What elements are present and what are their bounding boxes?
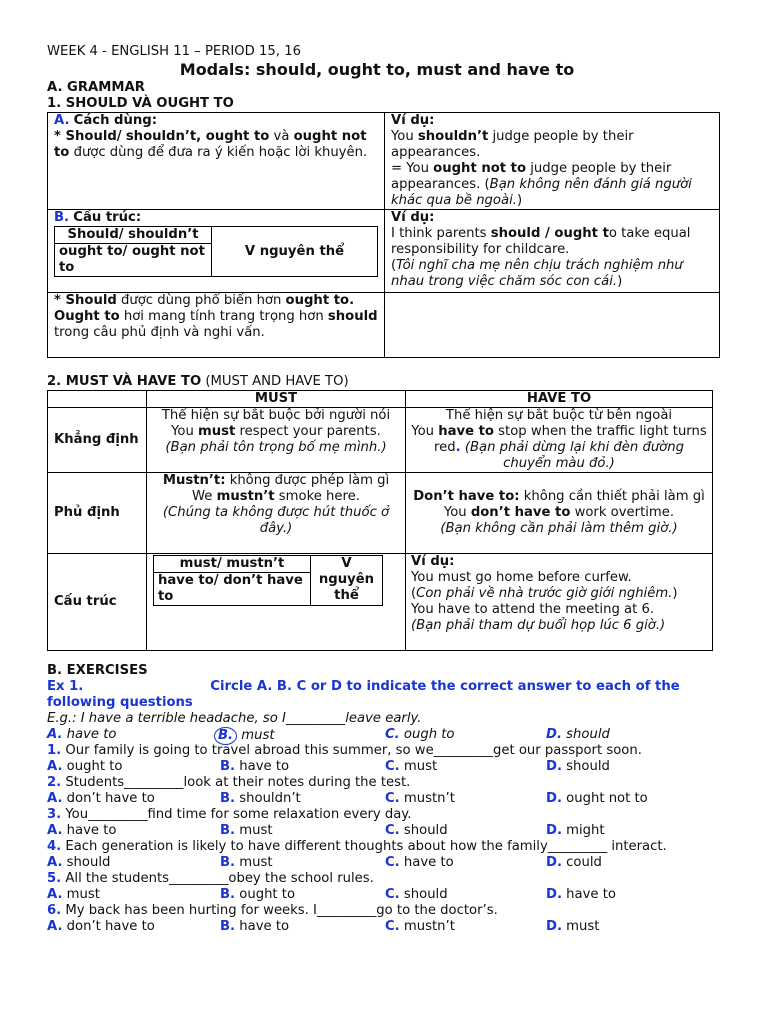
affirm-must-cell: Thể hiện sự bắt buộc bởi người nói You must respect your parents. (Bạn phải tôn trọng bố mẹ mình.) [147, 408, 406, 473]
week-line: WEEK 4 - ENGLISH 11 – PERIOD 15, 16 [47, 44, 301, 59]
usage-example-cell [385, 113, 720, 210]
answer-option[interactable]: A. have to [47, 823, 117, 838]
example-label: Ví dụ: [391, 113, 435, 128]
answer-options [47, 919, 727, 935]
part2-heading: 2. MUST VÀ HAVE TO (MUST AND HAVE TO) [47, 374, 349, 389]
row-negative: Phủ định [48, 473, 147, 554]
struct-verb: V nguyên thể [212, 227, 378, 277]
answer-option[interactable]: D. must [546, 919, 600, 934]
structure-letter: B. [54, 210, 70, 225]
answer-option[interactable]: C. mustn’t [385, 791, 455, 806]
struct-v-base: V nguyên thể [311, 556, 383, 606]
struct-ought: ought to/ ought not to [55, 244, 212, 277]
answer-option[interactable]: A. should [47, 855, 111, 870]
structure-inner-table [54, 226, 378, 277]
answer-option[interactable]: B. have to [220, 759, 290, 774]
answer-option[interactable]: B. ought to [220, 887, 296, 902]
neg-must-cell: Mustn’t: không được phép làm gì We mustn’t smoke here. (Chúng ta không được hút thuốc ở đây.) [147, 473, 406, 554]
row-structure: Cấu trúc [48, 554, 147, 651]
note-text: * Should được dùng phổ biến hơn ought to. Ought to hơi mang tính trang trọng hơn should trong câu phủ định và nghi vấn. [54, 293, 378, 340]
affirm-have-cell: Thể hiện sự bắt buộc từ bên ngoài You have to stop when the traffic light turns red. (Bạn phải dừng lại khi đèn đường chuyển màu đỏ.) [406, 408, 713, 473]
struct-should: Should/ shouldn’t [55, 227, 212, 244]
answer-options [47, 823, 727, 839]
question-text: 3. You_________find time for some relaxation every day. [47, 807, 412, 822]
part1-heading: 1. SHOULD VÀ OUGHT TO [47, 96, 234, 111]
empty-cell [385, 293, 720, 358]
answer-option[interactable]: B. have to [220, 919, 290, 934]
must-haveto-table [47, 390, 713, 651]
answer-option[interactable]: C. must [385, 759, 438, 774]
answer-option[interactable]: A. don’t have to [47, 791, 155, 806]
usage-letter: A. [54, 113, 70, 128]
answer-option[interactable]: D. should [546, 759, 610, 774]
struct-have-to: have to/ don’t have to [154, 573, 311, 606]
corner-cell [48, 391, 147, 408]
answer-option[interactable]: B. must [220, 855, 273, 870]
structure-example-vi: (Tôi nghĩ cha mẹ nên chịu trách nghiệm như nhau trong việc chăm sóc con cái.) [391, 258, 683, 289]
grammar-heading: A. GRAMMAR [47, 80, 145, 95]
structure-label: Cấu trúc: [73, 210, 142, 225]
usage-example-2: = You ought not to judge people by their appearances. (Bạn không nên đánh giá người khác qua bề ngoài.) [391, 161, 692, 208]
example-options: A. have to B. must C. ough to D. should [47, 727, 610, 743]
answer-options [47, 759, 727, 775]
col-have-to: HAVE TO [406, 391, 713, 408]
answer-option[interactable]: C. should [385, 887, 448, 902]
answer-option[interactable]: C. mustn’t [385, 919, 455, 934]
usage-example-1: You shouldn’t judge people by their appearances. [391, 129, 634, 160]
neg-have-cell: Don’t have to: không cần thiết phải làm gì You don’t have to work overtime. (Bạn không cần phải làm thêm giờ.) [406, 473, 713, 554]
question-text: 1. Our family is going to travel abroad this summer, so we_________get our passport soon. [47, 743, 642, 758]
question-list [47, 743, 768, 935]
usage-label: Cách dùng: [73, 113, 157, 128]
structure-example: I think parents should / ought to take equal responsibility for childcare. [391, 226, 691, 257]
exercises-heading: B. EXERCISES [47, 663, 148, 678]
answer-option[interactable]: D. might [546, 823, 605, 838]
answer-option[interactable]: D. have to [546, 887, 616, 902]
structure-cell [48, 210, 385, 293]
struct-must: must/ mustn’t [154, 556, 311, 573]
answer-option[interactable]: D. could [546, 855, 602, 870]
answer-options [47, 791, 727, 807]
answer-option[interactable]: C. should [385, 823, 448, 838]
answer-option[interactable]: A. must [47, 887, 100, 902]
usage-cell [48, 113, 385, 210]
example-label-2: Ví dụ: [391, 210, 435, 225]
answer-option[interactable]: B. shouldn’t [220, 791, 301, 806]
answer-options [47, 855, 727, 871]
note-cell [48, 293, 385, 358]
struct-table-cell [147, 554, 406, 651]
usage-text: * Should/ shouldn’t, ought to và ought not to được dùng để đưa ra ý kiến hoặc lời khuyên. [54, 129, 368, 160]
answer-options [47, 887, 727, 903]
answer-option[interactable]: A. ought to [47, 759, 123, 774]
must-struct-inner-table [153, 555, 383, 606]
question-text: 5. All the students_________obey the school rules. [47, 871, 374, 886]
page-title: Modals: should, ought to, must and have to [179, 60, 575, 79]
should-ought-table [47, 112, 720, 358]
struct-example-cell: Ví dụ: You must go home before curfew. (Con phải về nhà trước giờ giới nghiêm.) You have to attend the meeting at 6. (Bạn phải tham dự buổi họp lúc 6 giờ.) [406, 554, 713, 651]
answer-option[interactable]: B. must [220, 823, 273, 838]
answer-option[interactable]: C. have to [385, 855, 454, 870]
question-text: 6. My back has been hurting for weeks. I_________go to the doctor’s. [47, 903, 498, 918]
example-question: E.g.: I have a terrible headache, so I_________leave early. [47, 711, 422, 726]
answer-option[interactable]: D. ought not to [546, 791, 648, 806]
answer-option[interactable]: A. don’t have to [47, 919, 155, 934]
ex1-instruction: Ex 1. Circle A. B. C or D to indicate the correct answer to each of the following questions [47, 679, 680, 710]
structure-example-cell [385, 210, 720, 293]
question-text: 4. Each generation is likely to have different thoughts about how the family_________ interact. [47, 839, 667, 854]
question-text: 2. Students_________look at their notes during the test. [47, 775, 411, 790]
row-affirmative: Khẳng định [48, 408, 147, 473]
col-must: MUST [147, 391, 406, 408]
